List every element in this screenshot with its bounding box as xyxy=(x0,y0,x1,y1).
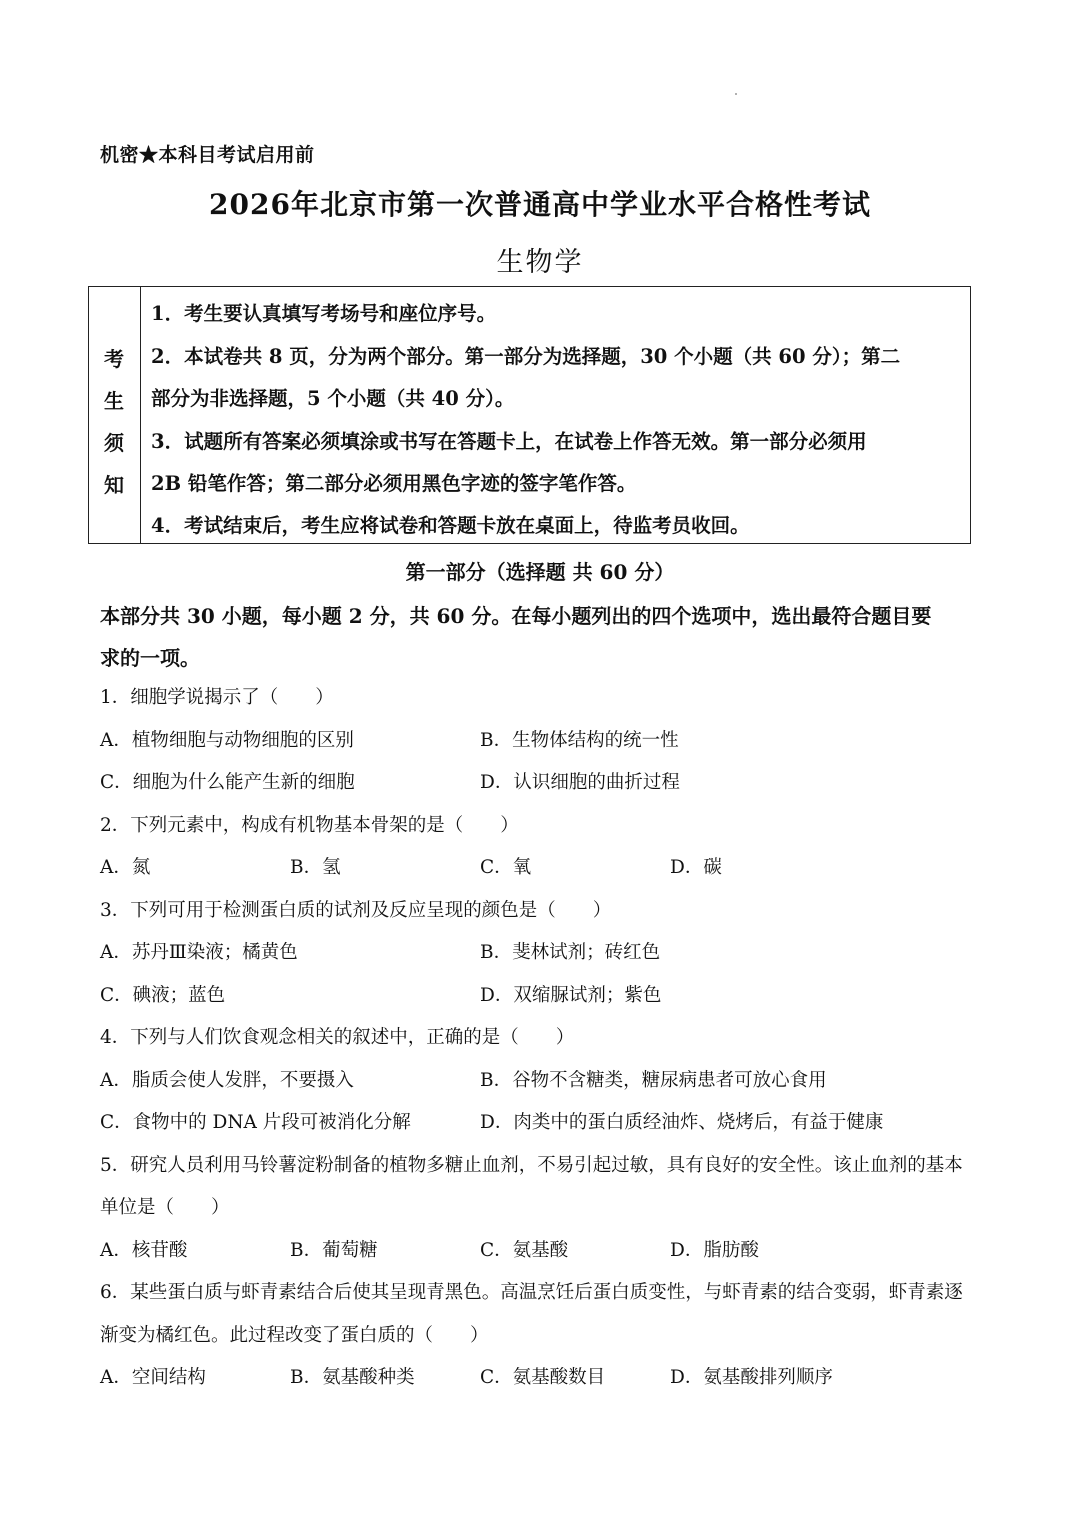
option-c: C．氨基酸 xyxy=(480,1240,569,1261)
exam-title: 2026年北京市第一次普通高中学业水平合格性考试 xyxy=(209,188,871,221)
option-b: B．斐林试剂；砖红色 xyxy=(480,942,661,963)
option-a: A．氮 xyxy=(100,857,151,878)
option-d: D．氨基酸排列顺序 xyxy=(670,1367,833,1388)
option-d: D．双缩脲试剂；紫色 xyxy=(480,985,662,1006)
notice-line: 1．考生要认真填写考场号和座位序号。 xyxy=(151,302,497,325)
notice-label-char: 须 xyxy=(104,431,124,455)
option-c: C．食物中的 DNA 片段可被消化分解 xyxy=(100,1112,411,1133)
option-b: B．葡萄糖 xyxy=(290,1240,378,1261)
option-a: A．植物细胞与动物细胞的区别 xyxy=(100,730,354,751)
question-stem: 2．下列元素中，构成有机物基本骨架的是（ ） xyxy=(100,815,519,836)
option-b: B．生物体结构的统一性 xyxy=(480,730,679,751)
option-c: C．氧 xyxy=(480,857,532,878)
option-c: C．氨基酸数目 xyxy=(480,1367,606,1388)
question-stem: 1．细胞学说揭示了（ ） xyxy=(100,687,334,708)
option-a: A．空间结构 xyxy=(100,1367,206,1388)
option-a: A．核苷酸 xyxy=(100,1240,188,1261)
notice-label-char: 考 xyxy=(104,347,124,371)
question-stem: 6．某些蛋白质与虾青素结合后使其呈现青黑色。高温烹饪后蛋白质变性，与虾青素的结合变弱，虾青素逐 xyxy=(100,1282,963,1303)
notice-label-char: 生 xyxy=(104,389,124,413)
option-d: D．脂肪酸 xyxy=(670,1240,759,1261)
notice-line: 2B 铅笔作答；第二部分必须用黑色字迹的签字笔作答。 xyxy=(151,472,637,495)
question-stem: 3．下列可用于检测蛋白质的试剂及反应呈现的颜色是（ ） xyxy=(100,900,612,921)
notice-line: 3．试题所有答案必须填涂或书写在答题卡上，在试卷上作答无效。第一部分必须用 xyxy=(151,430,867,453)
candidate-notice-box xyxy=(88,286,971,544)
confidential-label: 机密★本科目考试启用前 xyxy=(100,144,315,166)
exam-subject: 生物学 xyxy=(496,247,584,278)
notice-label-column xyxy=(89,287,141,543)
option-d: D．肉类中的蛋白质经油炸、烧烤后，有益于健康 xyxy=(480,1112,884,1133)
question-stem: 5．研究人员利用马铃薯淀粉制备的植物多糖止血剂，不易引起过敏，具有良好的安全性。该止血剂的基本 xyxy=(100,1155,963,1176)
question-stem: 4．下列与人们饮食观念相关的叙述中，正确的是（ ） xyxy=(100,1027,575,1048)
option-b: B．氢 xyxy=(290,857,341,878)
option-a: A．脂质会使人发胖，不要摄入 xyxy=(100,1070,354,1091)
option-a: A．苏丹Ⅲ染液；橘黄色 xyxy=(100,942,298,963)
notice-line: 2．本试卷共 8 页，分为两个部分。第一部分为选择题，30 个小题（共 60 分）；第二 xyxy=(151,345,901,368)
question-stem-cont: 单位是（ ） xyxy=(100,1197,230,1218)
option-b: B．氨基酸种类 xyxy=(290,1367,415,1388)
scan-dot xyxy=(735,93,737,95)
option-b: B．谷物不含糖类，糖尿病患者可放心食用 xyxy=(480,1070,827,1091)
option-c: C．碘液；蓝色 xyxy=(100,985,226,1006)
option-c: C．细胞为什么能产生新的细胞 xyxy=(100,772,355,793)
option-d: D．认识细胞的曲折过程 xyxy=(480,772,680,793)
notice-line: 4．考试结束后，考生应将试卷和答题卡放在桌面上，待监考员收回。 xyxy=(151,514,750,537)
part-one-intro: 求的一项。 xyxy=(100,646,200,670)
question-stem-cont: 渐变为橘红色。此过程改变了蛋白质的（ ） xyxy=(100,1325,489,1346)
part-one-title: 第一部分（选择题 共 60 分） xyxy=(405,560,675,584)
part-one-intro: 本部分共 30 小题，每小题 2 分，共 60 分。在每小题列出的四个选项中，选出最符合题目要 xyxy=(100,604,932,628)
notice-label-char: 知 xyxy=(104,473,124,497)
notice-line: 部分为非选择题，5 个小题（共 40 分）。 xyxy=(151,387,515,410)
option-d: D．碳 xyxy=(670,857,722,878)
